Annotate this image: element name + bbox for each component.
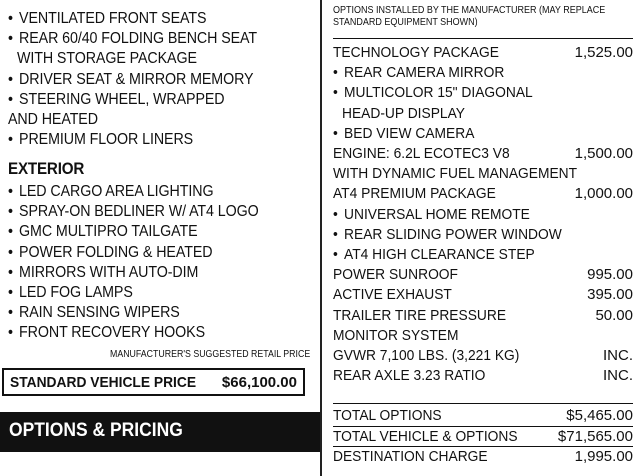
option-row [333,164,633,184]
standard-price-label: STANDARD VEHICLE PRICE [10,374,197,391]
options-pricing-title: OPTIONS & PRICING [9,420,183,441]
exterior-heading: EXTERIOR [8,160,85,178]
option-row [333,43,633,63]
standard-price-box [2,368,305,396]
option-row [333,285,633,305]
option-amount: 50.00 [595,306,633,324]
option-row [333,205,633,225]
interior-feature-item: WITH STORAGE PACKAGE [17,50,197,68]
option-label: ACTIVE EXHAUST [333,286,452,304]
exterior-feature-item: • LED CARGO AREA LIGHTING [8,182,213,202]
option-label: • UNIVERSAL HOME REMOTE [333,205,530,225]
option-row [333,245,633,265]
option-label: • REAR SLIDING POWER WINDOW [333,225,562,245]
total-row [333,406,633,426]
option-label: TRAILER TIRE PRESSURE [333,306,507,324]
interior-feature-item: AND HEATED [8,111,98,128]
exterior-feature-item: • FRONT RECOVERY HOOKS [8,323,205,343]
total-amount: $71,565.00 [557,428,633,445]
option-row [333,346,633,366]
exterior-feature-item: • GMC MULTIPRO TAILGATE [8,222,197,242]
option-row [333,225,633,245]
option-row [333,63,633,83]
option-amount: 1,000.00 [574,185,633,203]
total-amount: 1,995.00 [574,448,633,465]
exterior-feature-item: • POWER FOLDING & HEATED [8,243,212,263]
exterior-feature-item: • LED FOG LAMPS [8,283,133,303]
interior-feature-item: • REAR 60/40 FOLDING BENCH SEAT [8,29,257,49]
option-label: • BED VIEW CAMERA [333,124,474,144]
interior-feature-item: • VENTILATED FRONT SEATS [8,9,206,29]
option-row [333,306,633,326]
options-caption-line: STANDARD EQUIPMENT SHOWN) [333,17,478,28]
option-label: • AT4 HIGH CLEARANCE STEP [333,245,535,265]
option-row [333,104,633,124]
option-row [333,366,633,386]
standard-price-value: $66,100.00 [221,374,297,391]
options-top-rule [333,38,633,39]
option-label: MONITOR SYSTEM [333,326,459,344]
option-amount: 995.00 [587,266,633,284]
total-amount: $5,465.00 [566,407,633,424]
option-row [333,83,633,103]
option-label: GVWR 7,100 LBS. (3,221 KG) [333,347,520,364]
option-row [333,144,633,164]
option-label: HEAD-UP DISPLAY [342,104,465,122]
option-label: AT4 PREMIUM PACKAGE [333,185,496,203]
options-pricing-banner [0,412,320,452]
interior-feature-item: • STEERING WHEEL, WRAPPED [8,90,225,110]
option-amount: 1,525.00 [574,44,633,61]
option-label: WITH DYNAMIC FUEL MANAGEMENT [333,165,578,183]
exterior-feature-item: • RAIN SENSING WIPERS [8,303,180,323]
column-divider [320,0,322,476]
interior-feature-item: • DRIVER SEAT & MIRROR MEMORY [8,70,253,90]
options-column [333,0,633,476]
total-row [333,447,633,467]
option-label: POWER SUNROOF [333,266,458,284]
total-label: TOTAL VEHICLE & OPTIONS [333,428,518,445]
options-caption-line: OPTIONS INSTALLED BY THE MANUFACTURER (MAY REPLACE [333,5,606,16]
option-amount: INC. [603,347,633,364]
exterior-feature-item: • MIRRORS WITH AUTO-DIM [8,263,198,283]
option-row [333,326,633,346]
option-amount: INC. [603,367,633,385]
total-label: TOTAL OPTIONS [333,407,442,424]
option-label: TECHNOLOGY PACKAGE [333,44,499,61]
option-amount: 395.00 [587,286,633,304]
option-row [333,265,633,285]
option-label: • MULTICOLOR 15" DIAGONAL [333,83,533,103]
msrp-caption: MANUFACTURER'S SUGGESTED RETAIL PRICE [110,349,311,360]
option-label: • REAR CAMERA MIRROR [333,63,504,83]
total-label: DESTINATION CHARGE [333,448,488,465]
options-caption [333,5,605,29]
option-label: ENGINE: 6.2L ECOTEC3 V8 [333,145,510,162]
total-row [333,427,633,447]
exterior-feature-item: • SPRAY-ON BEDLINER W/ AT4 LOGO [8,202,259,222]
option-amount: 1,500.00 [574,145,633,162]
option-row [333,124,633,144]
option-row [333,184,633,204]
totals-rule [333,403,633,404]
interior-feature-item: • PREMIUM FLOOR LINERS [8,130,193,150]
option-label: REAR AXLE 3.23 RATIO [333,367,486,385]
